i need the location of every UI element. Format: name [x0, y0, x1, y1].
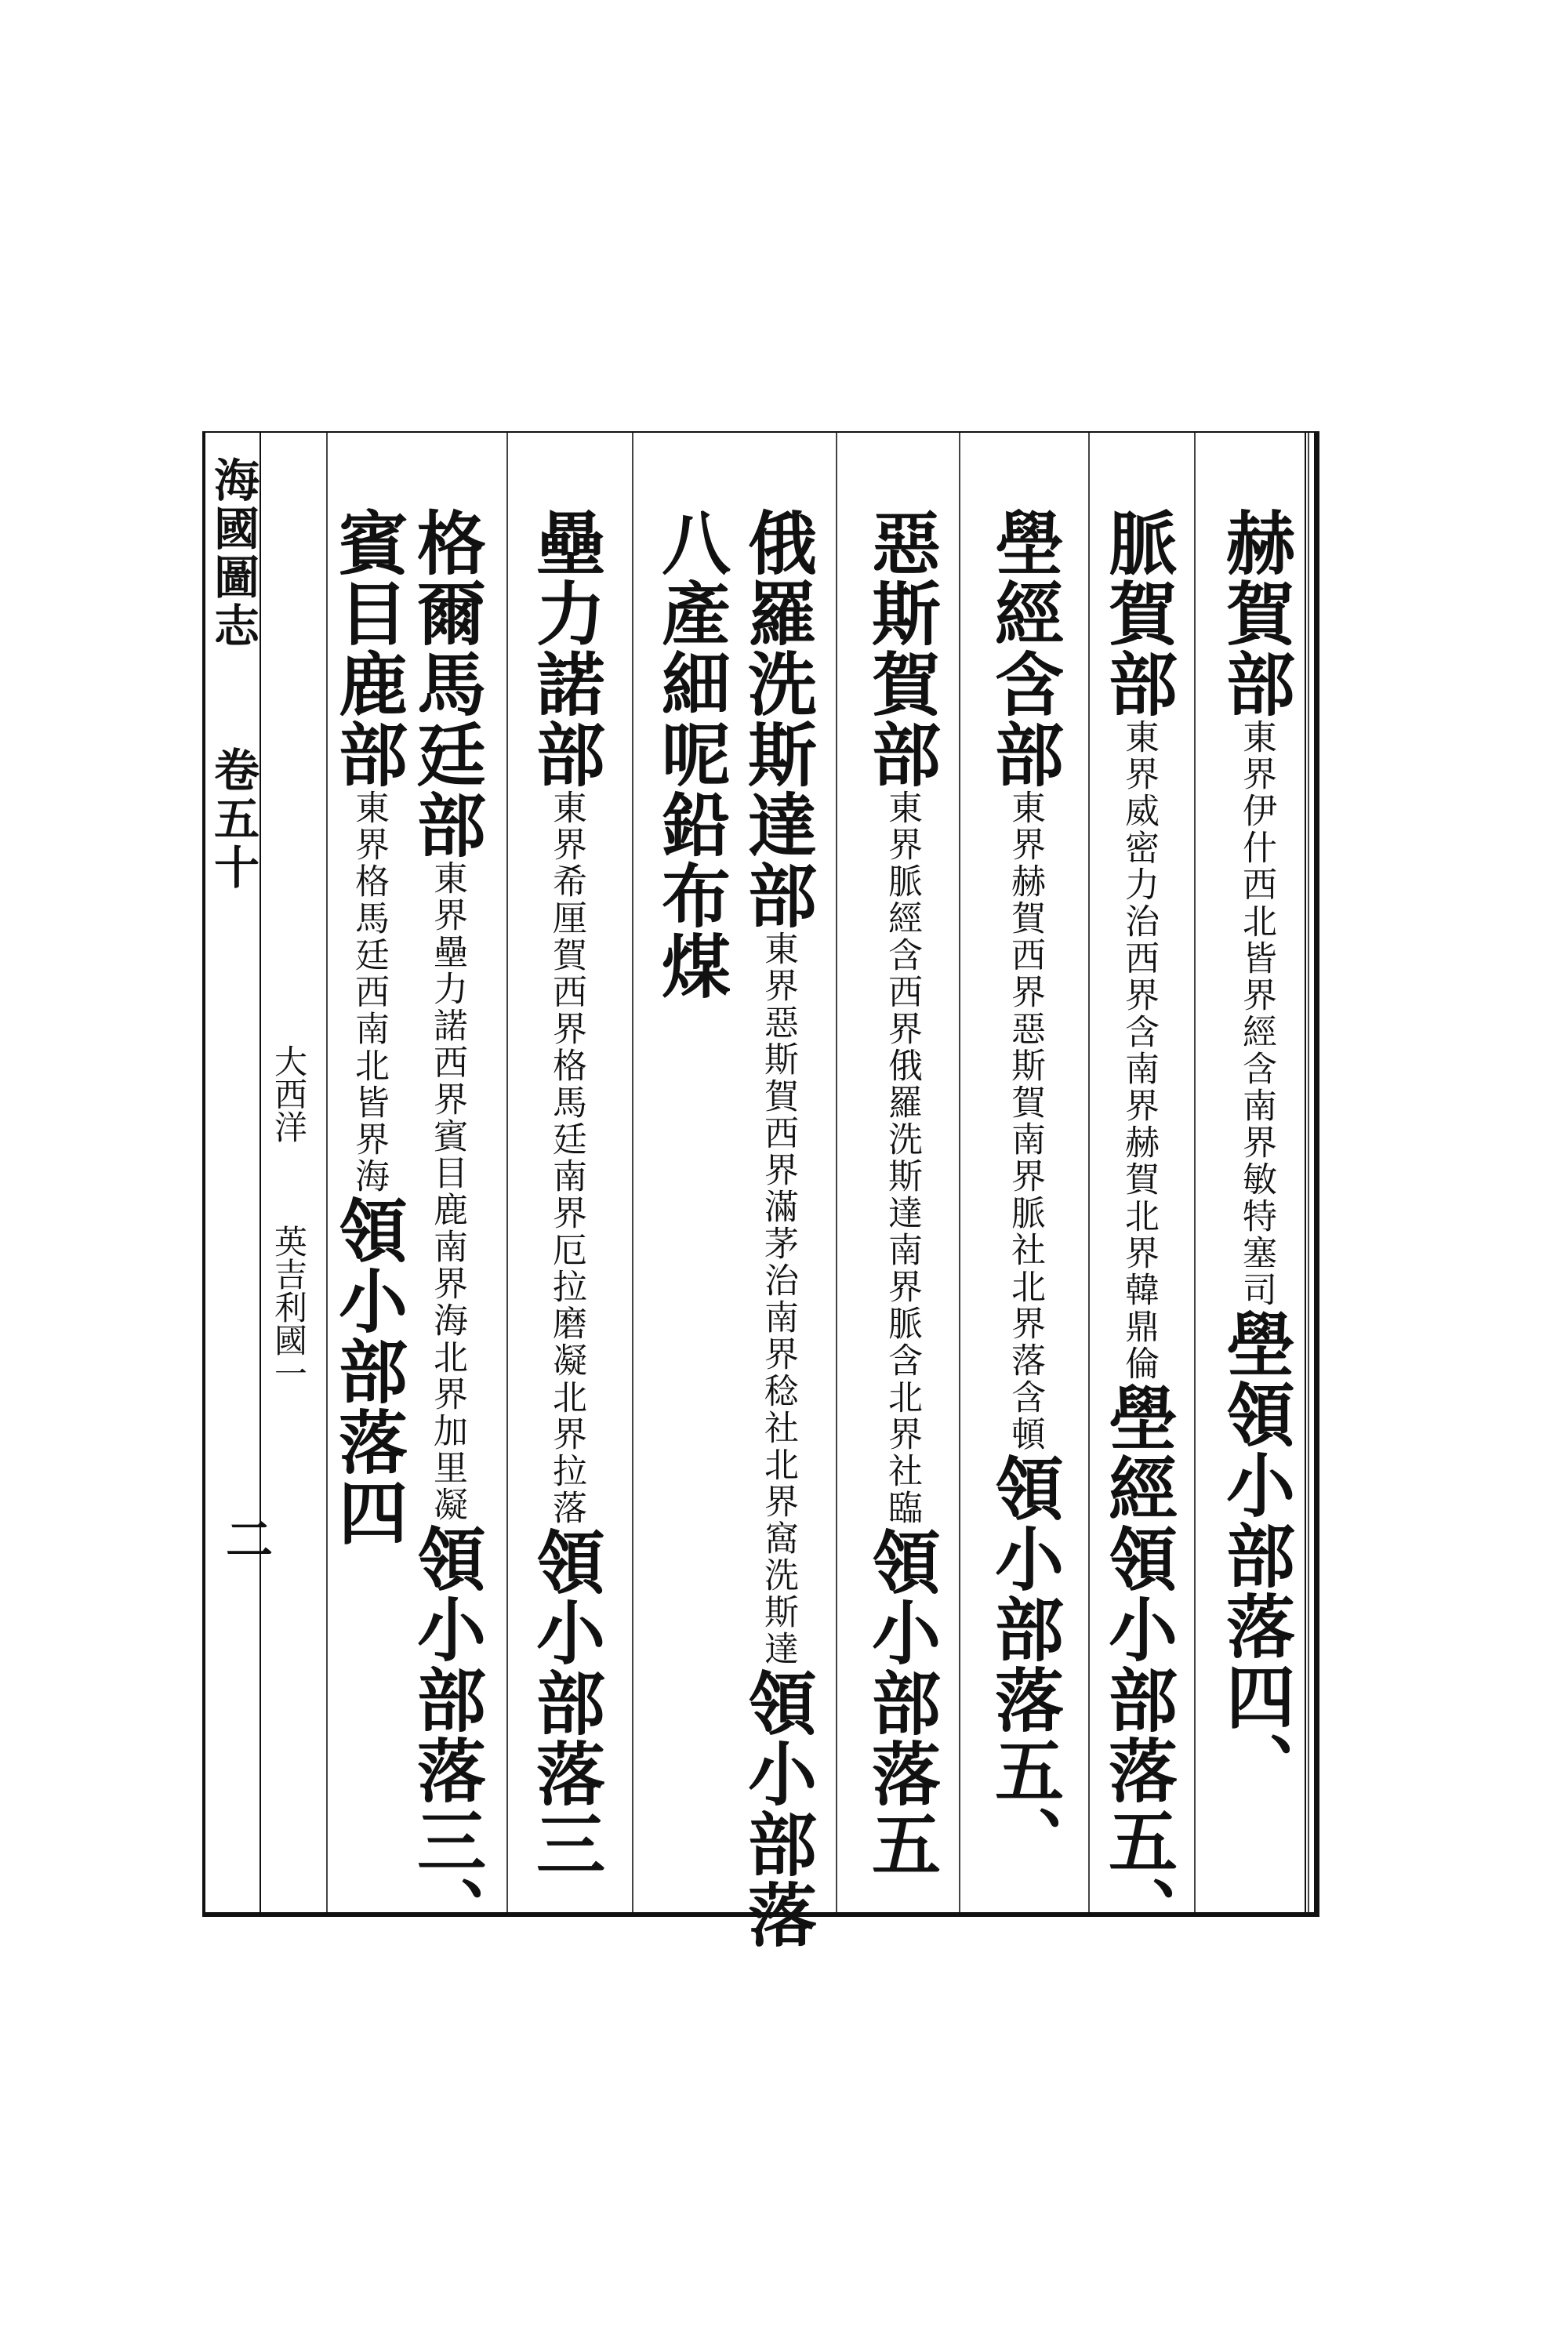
column-4-tail: 領小部落五	[861, 1526, 942, 1879]
column-1-head: 赫賀部	[1215, 507, 1297, 719]
column-2	[1098, 507, 1179, 1947]
column-2-head: 脈賀部	[1098, 507, 1179, 719]
book-title: 海國圖志	[206, 456, 260, 651]
folio-number: 二	[218, 1515, 273, 1562]
column-5-head: 俄羅洗斯達部	[737, 507, 818, 931]
column-1	[1215, 507, 1297, 1802]
column-7-note: 東界希厘賀西界格馬廷南界厄拉磨凝北界拉落	[546, 789, 586, 1526]
volume-number: 卷五十	[206, 746, 260, 892]
column-6-head: 八產細呢鉛布煤	[651, 507, 732, 1001]
column-2-note: 東界威密力治西界含南界赫賀北界韓鼎倫	[1119, 719, 1159, 1382]
country-label: 英吉利國一	[270, 1225, 308, 1389]
column-7-tail: 領小部落三	[525, 1526, 607, 1879]
column-9	[328, 507, 409, 1548]
column-8-tail: 領小部落三、	[406, 1523, 488, 1947]
column-7-head: 壘力諾部	[525, 507, 607, 789]
column-9-tail: 領小部落四	[328, 1195, 409, 1548]
section-label: 大西洋	[270, 1044, 308, 1143]
column-9-head: 賓目鹿部	[328, 507, 409, 789]
column-5-note: 東界惡斯賀西界滿茅治南界稔社北界窩洗斯達	[758, 931, 798, 1668]
column-8	[406, 507, 488, 1947]
column-5	[737, 507, 818, 1950]
column-3-head: 壆經含部	[984, 507, 1065, 789]
column-4-head: 惡斯賀部	[861, 507, 942, 789]
block-heart	[202, 433, 273, 1912]
column-4	[861, 507, 942, 1879]
column-3-note: 東界赫賀西界惡斯賀南界脈社北界落含頓	[1005, 789, 1045, 1453]
column-1-tail: 壆領小部落四、	[1215, 1308, 1297, 1802]
column-8-note: 東界壘力諾西界賓目鹿南界海北界加里凝	[427, 860, 467, 1523]
column-4-note: 東界脈經含西界俄羅洗斯達南界脈含北界社臨	[882, 789, 922, 1526]
column-7	[525, 507, 607, 1879]
column-2-tail: 壆經領小部落五、	[1098, 1382, 1179, 1947]
column-1-note: 東界伊什西北皆界經含南界敏特塞司	[1236, 719, 1276, 1308]
column-9-note: 東界格馬廷西南北皆界海	[349, 789, 389, 1195]
column-3	[984, 507, 1065, 1876]
column-6	[651, 507, 732, 1001]
column-8-head: 格爾馬廷部	[406, 507, 488, 860]
printed-block	[202, 431, 1319, 1950]
column-3-tail: 領小部落五、	[984, 1453, 1065, 1876]
column-5-tail: 領小部落	[737, 1668, 818, 1950]
